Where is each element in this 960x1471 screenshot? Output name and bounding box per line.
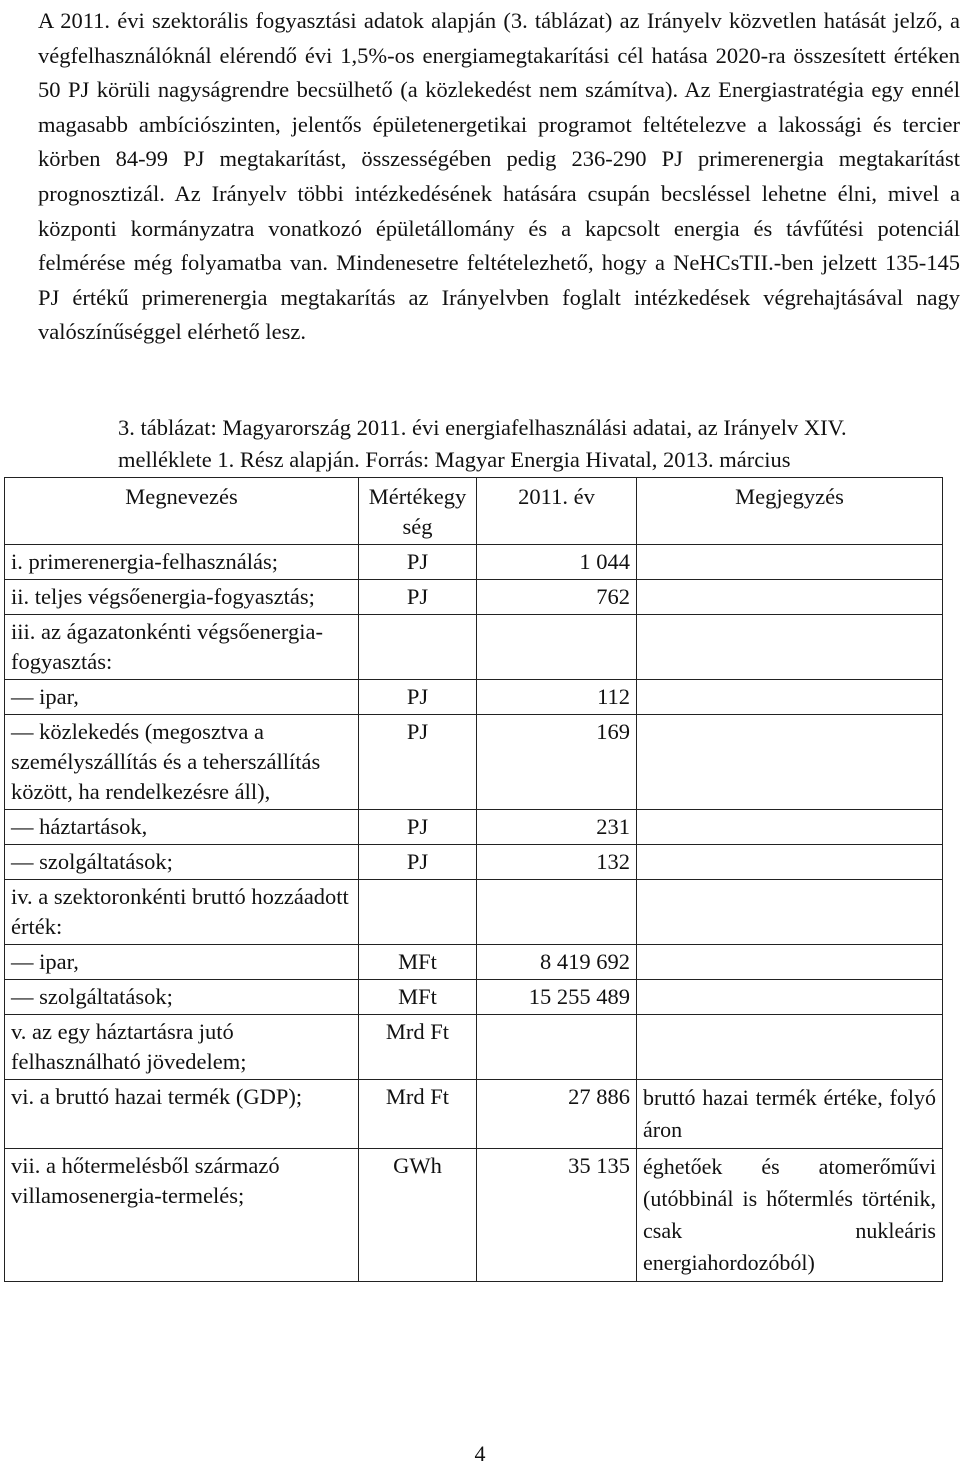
header-unit: Mértékegység — [359, 478, 477, 545]
row-unit: GWh — [359, 1149, 477, 1282]
row-note: éghetőek és atomerőművi (utóbbinál is hőtermlés történik, csak nukleáris energiahordozóból) — [637, 1149, 943, 1282]
row-unit: PJ — [359, 715, 477, 810]
row-note — [637, 615, 943, 680]
row-name: — háztartások, — [5, 810, 359, 845]
row-value: 35 135 — [477, 1149, 637, 1282]
header-note: Megjegyzés — [637, 478, 943, 545]
row-name: i. primerenergia-felhasználás; — [5, 545, 359, 580]
row-note — [637, 580, 943, 615]
row-note — [637, 945, 943, 980]
table-row — [5, 945, 943, 980]
row-value: 15 255 489 — [477, 980, 637, 1015]
table-row — [5, 615, 943, 680]
row-unit — [359, 615, 477, 680]
row-name: vi. a bruttó hazai termék (GDP); — [5, 1080, 359, 1149]
row-value: 8 419 692 — [477, 945, 637, 980]
table-row — [5, 680, 943, 715]
header-year: 2011. év — [477, 478, 637, 545]
energy-data-table — [4, 477, 943, 1282]
table-caption-line-1: 3. táblázat: Magyarország 2011. évi energiafelhasználási adatai, az Irányelv XIV. — [118, 415, 847, 440]
row-value: 27 886 — [477, 1080, 637, 1149]
row-name: — közlekedés (megosztva a személyszállítás és a teherszállítás között, ha rendelkezésre áll), — [5, 715, 359, 810]
table-caption — [118, 412, 918, 476]
row-unit — [359, 880, 477, 945]
row-unit: MFt — [359, 980, 477, 1015]
row-note — [637, 680, 943, 715]
row-name: ii. teljes végsőenergia-fogyasztás; — [5, 580, 359, 615]
intro-paragraph: A 2011. évi szektorális fogyasztási adatok alapján (3. táblázat) az Irányelv közvetlen hatását jelző, a végfelhasználóknál elérendő évi 1,5%-os energiamegtakarítási cél hatása 2020-ra összesített értéken 50 PJ körüli nagyságrendre becsülhető (a közlekedést nem számítva). Az Energiastratégia egy ennél magasabb ambíciószinten, jelentős épületenergetikai programot feltételezve a lakossági és tercier körben 84-99 PJ megtakarítást, összességében pedig 236-290 PJ primerenergia megtakarítást prognosztizál. Az Irányelv többi intézkedésének hatására csupán becsléssel lehetne élni, mivel a központi kormányzatra vonatkozó épületállomány és a kapcsolt energia és távfűtési potenciál felmérése még folyamatba van. Mindenesetre feltételezhető, hogy a NeHCsTII.-ben jelzett 135-145 PJ értékű primerenergia megtakarítás az Irányelvben foglalt intézkedések végrehajtásával nagy valószínűséggel elérhető lesz. — [38, 8, 960, 345]
row-name: iii. az ágazatonkénti végsőenergia-fogyasztás: — [5, 615, 359, 680]
row-unit: PJ — [359, 810, 477, 845]
row-note: bruttó hazai termék értéke, folyó áron — [637, 1080, 943, 1149]
row-name: — szolgáltatások; — [5, 845, 359, 880]
table-row — [5, 880, 943, 945]
row-value: 762 — [477, 580, 637, 615]
table-caption-line-2: melléklete 1. Rész alapján. Forrás: Magyar Energia Hivatal, 2013. március — [118, 447, 791, 472]
table-row — [5, 1015, 943, 1080]
row-note — [637, 545, 943, 580]
row-value: 1 044 — [477, 545, 637, 580]
row-name: vii. a hőtermelésből származó villamosenergia-termelés; — [5, 1149, 359, 1282]
row-unit: MFt — [359, 945, 477, 980]
row-unit: PJ — [359, 845, 477, 880]
row-unit: PJ — [359, 580, 477, 615]
row-name: v. az egy háztartásra jutó felhasználható jövedelem; — [5, 1015, 359, 1080]
table-row — [5, 545, 943, 580]
row-name: — ipar, — [5, 680, 359, 715]
row-unit: PJ — [359, 545, 477, 580]
table-row — [5, 980, 943, 1015]
table-row — [5, 715, 943, 810]
row-unit: PJ — [359, 680, 477, 715]
row-value: 112 — [477, 680, 637, 715]
table-header-row — [5, 478, 943, 545]
table-row — [5, 1080, 943, 1149]
row-note — [637, 810, 943, 845]
table-row — [5, 1149, 943, 1282]
table-row — [5, 845, 943, 880]
row-value: 231 — [477, 810, 637, 845]
row-name: iv. a szektoronkénti bruttó hozzáadott érték: — [5, 880, 359, 945]
table-row — [5, 810, 943, 845]
row-value: 132 — [477, 845, 637, 880]
row-note — [637, 880, 943, 945]
header-name: Megnevezés — [5, 478, 359, 545]
row-unit: Mrd Ft — [359, 1080, 477, 1149]
row-value: 169 — [477, 715, 637, 810]
table-row — [5, 580, 943, 615]
row-note — [637, 715, 943, 810]
row-value — [477, 615, 637, 680]
row-note — [637, 980, 943, 1015]
row-unit: Mrd Ft — [359, 1015, 477, 1080]
row-note — [637, 845, 943, 880]
row-name: — ipar, — [5, 945, 359, 980]
page-number: 4 — [474, 1441, 486, 1466]
row-value — [477, 1015, 637, 1080]
row-name: — szolgáltatások; — [5, 980, 359, 1015]
row-value — [477, 880, 637, 945]
row-note — [637, 1015, 943, 1080]
